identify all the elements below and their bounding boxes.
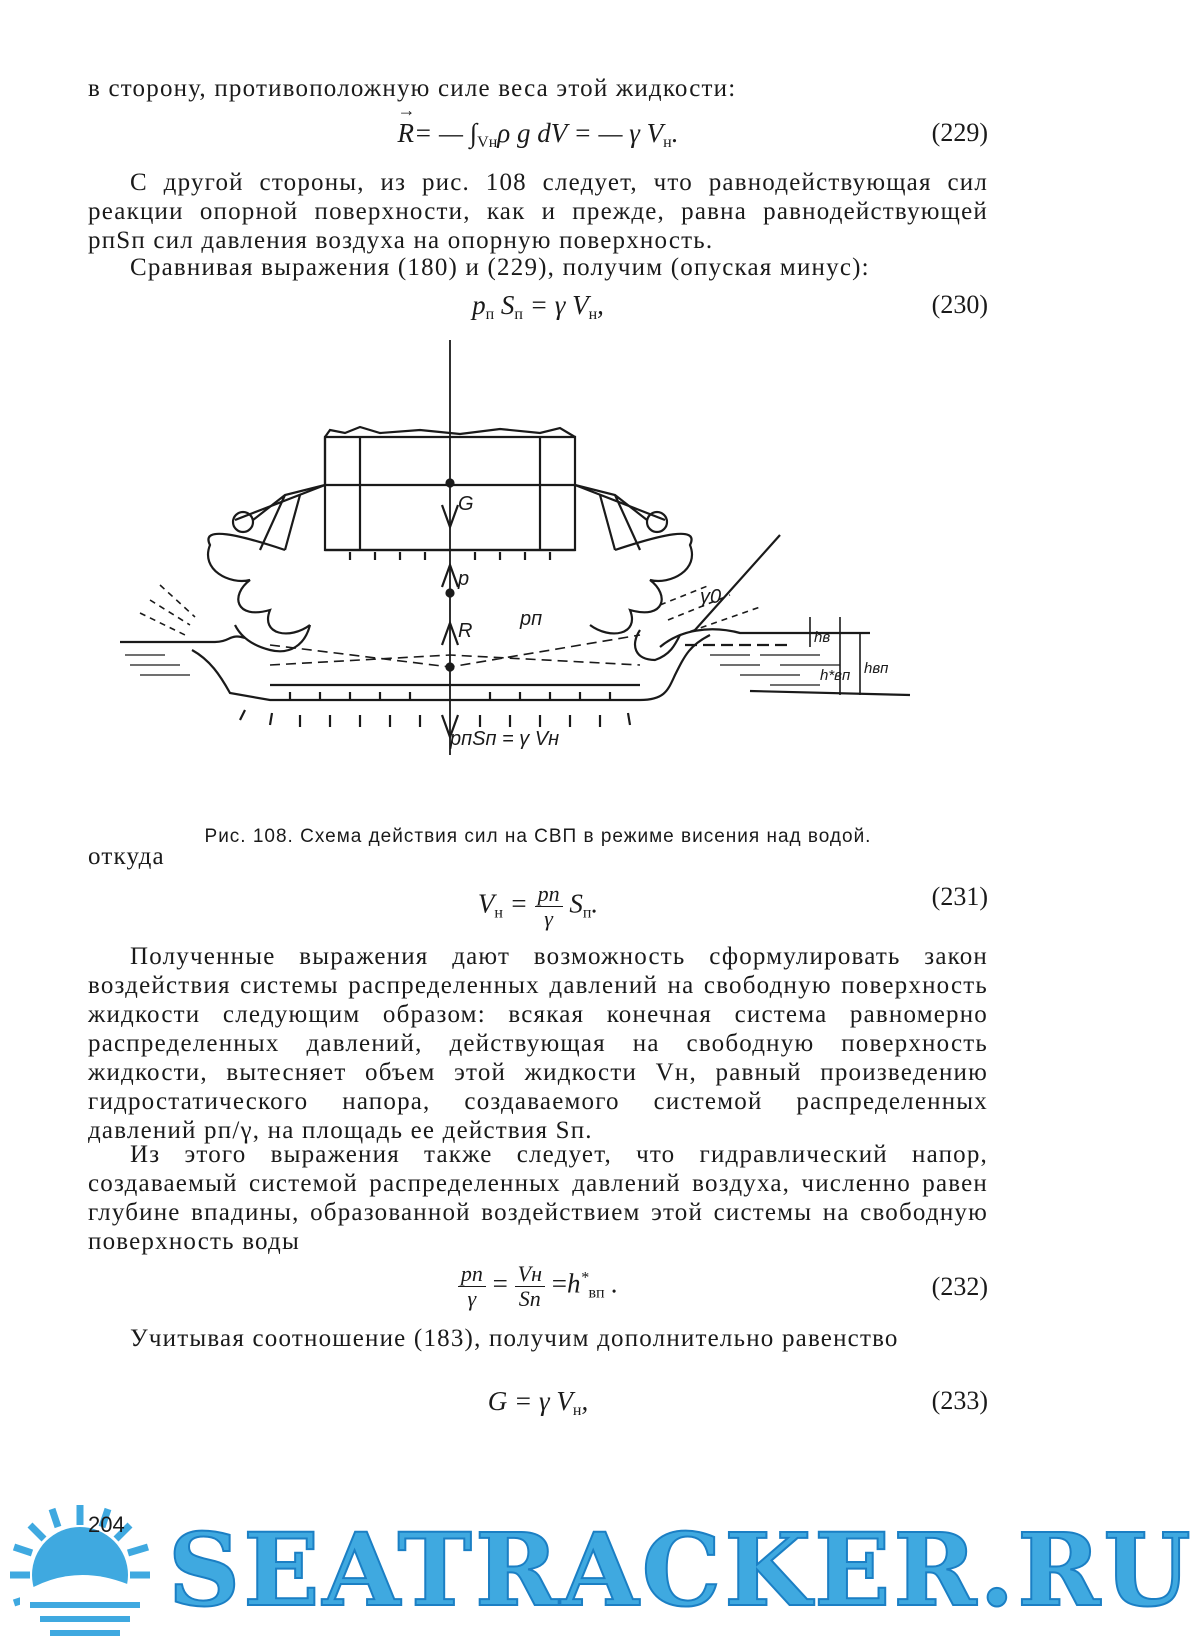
equation-number: (229)	[931, 118, 988, 147]
label-hvp: hвп	[864, 660, 889, 677]
equation-number: (230)	[931, 290, 988, 319]
label-bottom-equation: pпSп = γ Vн	[450, 728, 560, 750]
paragraph-7: Учитывая соотношение (183), получим дополнительно равенство	[130, 1325, 899, 1352]
label-G: G	[458, 493, 474, 515]
paragraph-2: С другой стороны, из рис. 108 следует, что равнодействующая сил реакции опорной поверхности, как и прежде, равна равнодействующей pпSп сил давления воздуха на опорную поверхность.	[88, 169, 988, 254]
paragraph-3: Сравнивая выражения (180) и (229), получим (опуская минус):	[130, 254, 870, 281]
skirt-left-hinge	[233, 512, 253, 532]
sun-logo-icon	[10, 1505, 150, 1648]
pressure-arrows-lower	[240, 710, 630, 727]
equation-230: $p_п$ $S_п = \gamma$ $V_н$, (230)	[472, 290, 988, 323]
figure-108-diagram	[120, 355, 960, 795]
truss-left	[253, 485, 325, 550]
figure-caption: Рис. 108. Схема действия сил на СВП в режиме висения над водой.	[204, 826, 872, 847]
equation-number: (231)	[931, 882, 988, 911]
equation-233: G = γ $V_н$, (233)	[487, 1386, 988, 1419]
point-G	[447, 480, 454, 487]
skirt-right	[590, 534, 692, 634]
truss-right	[575, 485, 647, 550]
diagram-lines	[120, 340, 910, 755]
label-p: p	[458, 568, 470, 590]
label-pp: pп	[520, 608, 543, 630]
seal-right	[635, 630, 680, 660]
equation-number: (232)	[931, 1272, 988, 1301]
equation-231: $V_н$ = $\frac{pп}{\gamma}$ $S_п$. (231)	[477, 881, 988, 931]
equation-number: (233)	[931, 1386, 988, 1415]
label-gamma0: γ0	[700, 586, 722, 608]
label-R: R	[458, 620, 473, 642]
equation-232: $\frac{pп}{\gamma}$ = $\frac{Vн}{Sп}$ $=h^*_{вп}$ . (232)	[88, 1258, 988, 1298]
watermark-text: SEATRACKER.RU	[168, 1511, 1194, 1629]
water-surface-left	[120, 636, 245, 642]
paragraph-1: в сторону, противоположную силе веса этой жидкости:	[88, 75, 737, 102]
label-hvp-star: h*вп	[820, 667, 851, 684]
paragraph-4: откуда	[88, 843, 165, 870]
angle-line-1	[695, 535, 780, 630]
skirt-right-hinge	[647, 512, 667, 532]
diagram-labels	[449, 493, 888, 750]
water-hatch-left	[125, 655, 190, 675]
skirt-left	[208, 534, 310, 634]
paragraph-5: Полученные выражения дают возможность сформулировать закон воздействия системы распределенных давлений на свободную поверхность жидкости следующим образом: всякая конечная система равномерно распределенных давлений, действующая на свободную поверхность жидкости, вытесняет объем этой жидкости Vн, равный произведению гидростатического напора, создаваемого системой распределенных давлений pп/γ, на площадь ее действия Sп.	[88, 943, 988, 1144]
point-p	[447, 590, 454, 597]
page-number: 204	[88, 1512, 125, 1537]
water-bottom-right	[750, 691, 910, 695]
label-hv: hв	[814, 629, 831, 646]
point-center	[447, 664, 454, 671]
paragraph-6: Из этого выражения также следует, что гидравлический напор, создаваемый системой распределенных давлений воздуха, численно равен глубине впадины, образованной воздействием этой системы на свободную поверхность воды	[88, 1141, 988, 1255]
equation-229: → R= — $\int_{Vн}\rho$ g dV = — γ $V_н$. (229)	[88, 114, 988, 154]
